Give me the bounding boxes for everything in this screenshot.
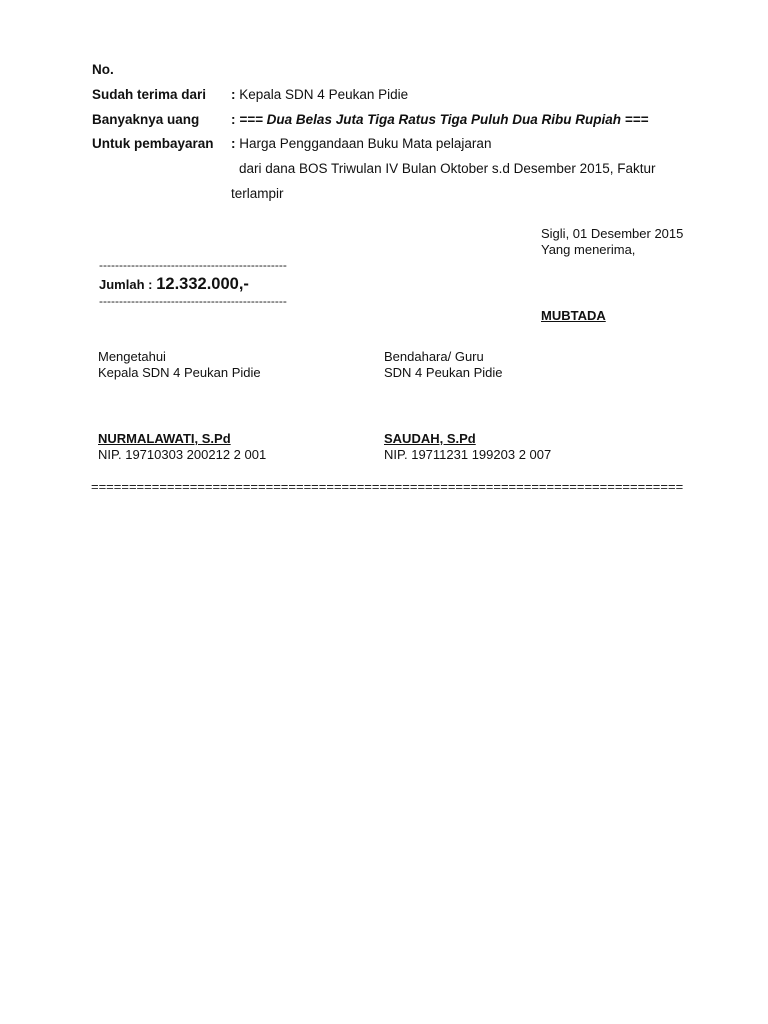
amount-bottom-dash-line: ----------------------------------------------- — [99, 294, 287, 308]
signatory-2-nip: NIP. 19711231 199203 2 007 — [384, 447, 552, 462]
amount-total-value: 12.332.000,- — [156, 275, 249, 293]
receiver-name: MUBTADA — [541, 308, 606, 323]
payment-purpose-line2: dari dana BOS Triwulan IV Bulan Oktober s.d Desember 2015, Faktur — [239, 161, 656, 176]
signatory-2-name: SAUDAH, S.Pd — [384, 431, 476, 446]
amount-words-value: === Dua Belas Juta Tiga Ratus Tiga Puluh Dua Ribu Rupiah === — [239, 112, 649, 127]
footer-double-rule: ============================================================================== — [91, 479, 684, 494]
amount-total — [99, 275, 249, 294]
signatory-1-line1: Mengetahui — [98, 349, 166, 364]
amount-words-row — [231, 112, 648, 127]
signatory-1-name: NURMALAWATI, S.Pd — [98, 431, 231, 446]
payment-purpose-row — [231, 136, 491, 151]
amount-words-colon: : — [231, 112, 236, 127]
receiver-title: Yang menerima, — [541, 242, 636, 257]
payment-purpose-value: Harga Penggandaan Buku Mata pelajaran — [239, 136, 492, 151]
signatory-1-line2: Kepala SDN 4 Peukan Pidie — [98, 365, 261, 380]
receipt-number-label: No. — [92, 62, 114, 77]
signatory-1-nip: NIP. 19710303 200212 2 001 — [98, 447, 267, 462]
signatory-2-line2: SDN 4 Peukan Pidie — [384, 365, 503, 380]
payment-purpose-colon: : — [231, 136, 236, 151]
amount-words-label: Banyaknya uang — [92, 112, 200, 127]
place-date: Sigli, 01 Desember 2015 — [541, 226, 684, 241]
received-from-value: Kepala SDN 4 Peukan Pidie — [239, 87, 409, 102]
signatory-2-line1: Bendahara/ Guru — [384, 349, 484, 364]
received-from-colon: : — [231, 87, 236, 102]
received-from-row — [231, 87, 408, 102]
received-from-label: Sudah terima dari — [92, 87, 207, 102]
amount-total-label: Jumlah : — [99, 277, 153, 292]
payment-purpose-line3: terlampir — [231, 186, 284, 201]
amount-top-dash-line: ----------------------------------------------- — [99, 258, 287, 272]
payment-purpose-label: Untuk pembayaran — [92, 136, 214, 151]
